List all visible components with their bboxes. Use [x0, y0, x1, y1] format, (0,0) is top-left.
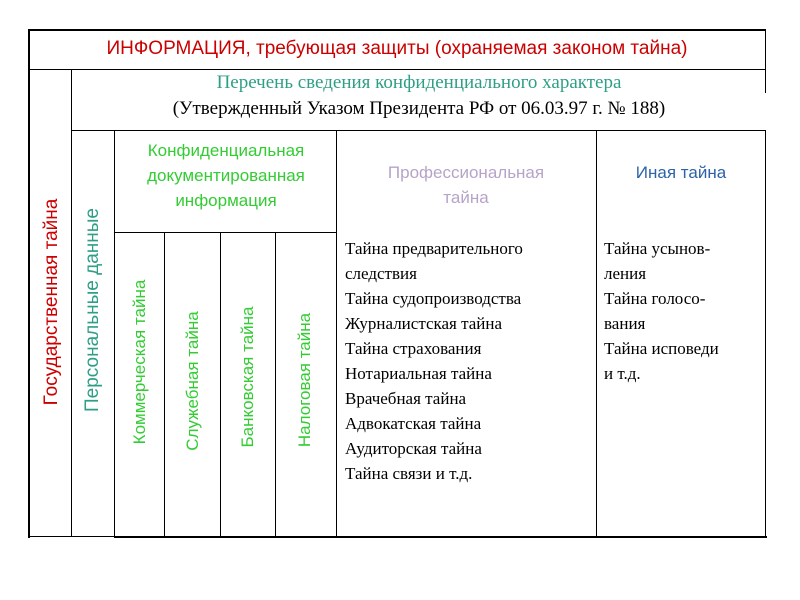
bank-secret-label: Банковская тайна: [238, 306, 257, 448]
list-item: Тайна судопроизводства: [345, 289, 522, 308]
list-item: ления: [604, 264, 647, 283]
confidential-docs-header-line: Конфиденциальная: [147, 141, 305, 160]
list-item: Тайна связи и т.д.: [345, 464, 473, 483]
personal-data-label: Персональные данные: [82, 208, 103, 412]
professional-secret-header-line: Профессиональная: [387, 163, 545, 182]
diagram-title: ИНФОРМАЦИЯ, требующая защиты (охраняемая законом тайна): [106, 38, 688, 59]
confidential-docs-header-line: информация: [175, 191, 277, 210]
confidential-docs-header: [116, 138, 336, 213]
list-item: вания: [604, 314, 646, 333]
confidential-list-decree: (Утвержденный Указом Президента РФ от 06.03.97 г. № 188): [172, 98, 666, 119]
professional-secret-list: [345, 236, 595, 486]
list-item: Тайна усынов-: [604, 239, 711, 258]
list-item: Врачебная тайна: [345, 389, 467, 408]
list-item: Тайна голосо-: [604, 289, 706, 308]
official-secret-label: Служебная тайна: [183, 311, 202, 451]
list-item: Тайна исповеди: [604, 339, 719, 358]
list-item: Нотариальная тайна: [345, 364, 492, 383]
tax-secret-label: Налоговая тайна: [295, 312, 314, 448]
professional-secret-header-line: тайна: [443, 188, 489, 207]
other-secret-header: Иная тайна: [635, 163, 727, 182]
list-item: Тайна страхования: [345, 339, 482, 358]
confidential-list-title: Перечень сведения конфиденциального характера: [216, 72, 622, 93]
list-item: Адвокатская тайна: [345, 414, 482, 433]
other-secret-list: [604, 236, 764, 386]
commercial-secret-label: Коммерческая тайна: [130, 279, 149, 445]
list-item: и т.д.: [604, 364, 641, 383]
list-item: Тайна предварительного: [345, 239, 523, 258]
list-item: следствия: [345, 264, 417, 283]
list-item: Аудиторская тайна: [345, 439, 482, 458]
professional-secret-header: [337, 160, 595, 210]
confidential-docs-header-line: документированная: [147, 166, 305, 185]
list-item: Журналистская тайна: [345, 314, 503, 333]
state-secret-label: Государственная тайна: [41, 198, 62, 406]
